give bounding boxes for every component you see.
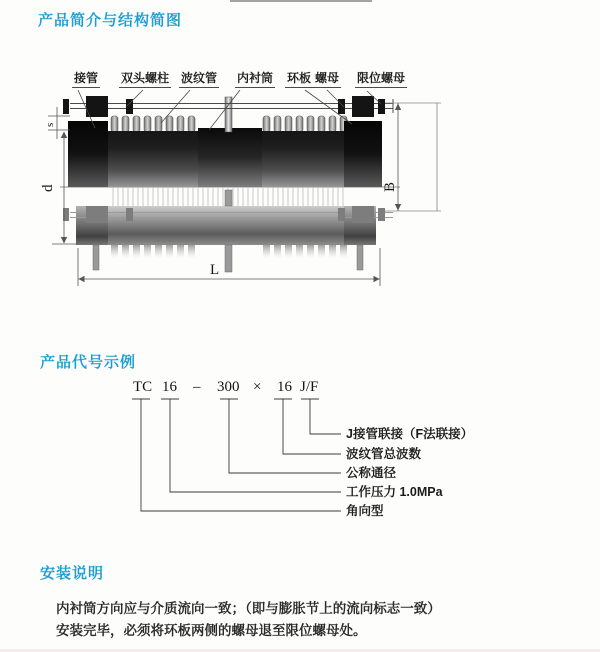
- callout-waves: 波纹管总波数: [346, 447, 422, 461]
- bellows-fin-reflection: [318, 245, 325, 258]
- nut-reflection: [338, 208, 345, 221]
- bellows-fin-reflection: [133, 245, 140, 258]
- bellows-fin-reflection: [188, 245, 195, 258]
- code-seg-dash: –: [193, 379, 201, 395]
- code-seg-type: TC: [133, 379, 153, 395]
- install-line-2: 安装完毕，必须将环板两侧的螺母退至限位螺母处。: [56, 623, 367, 638]
- part-label-xianwei-luomu: 限位螺母: [355, 71, 407, 88]
- leader-neichentong: [209, 90, 240, 130]
- bellows-fin: [177, 116, 184, 132]
- bellows-fin-reflection: [166, 245, 173, 258]
- nut: [378, 99, 385, 114]
- nut-reflection: [352, 206, 374, 223]
- bellows-fin: [144, 116, 151, 132]
- install-line-1: 内衬筒方向应与介质流向一致；（即与膨胀节上的流向标志一致）: [56, 601, 441, 616]
- leader-bowenguan: [161, 90, 190, 123]
- left-end-cap: [68, 121, 108, 187]
- nut: [86, 96, 108, 117]
- bellows-fin: [274, 116, 281, 132]
- bellows-fin-reflection: [285, 245, 292, 258]
- part-label-jieguan: 接管: [72, 71, 100, 88]
- stud-rod: [357, 245, 363, 270]
- l-arrow-right: [374, 276, 380, 282]
- bellows-fin: [307, 116, 314, 132]
- callout-pressure: 工作压力 1.0MPa: [346, 485, 443, 499]
- dim-label-s: s: [44, 122, 56, 127]
- body-reflection: [76, 206, 376, 245]
- bellows-fin-reflection: [274, 245, 281, 258]
- stud-rod: [225, 245, 232, 272]
- bellows-fin-reflection: [329, 245, 336, 258]
- bellows-fin-reflection: [177, 245, 184, 258]
- code-seg-pressure: 16: [162, 379, 177, 395]
- nut: [63, 99, 69, 114]
- code-seg-connection: J/F: [300, 379, 319, 395]
- bellows-fin: [263, 116, 270, 132]
- bellows-fin-reflection: [307, 245, 314, 258]
- bellows-fin-reflection: [144, 245, 151, 258]
- part-label-neichentong: 内衬筒: [235, 71, 275, 88]
- b-arrow-top: [395, 104, 401, 111]
- stud-rod: [93, 245, 99, 270]
- section-title-install: 安装说明: [40, 565, 105, 582]
- dim-label-b: B: [382, 181, 398, 192]
- bellows-fin: [155, 116, 162, 132]
- bellows-fin: [285, 116, 292, 132]
- bellows-fin: [329, 116, 336, 132]
- part-label-bowenguan: 波纹管: [179, 71, 219, 88]
- section-title-intro: 产品简介与结构简图: [38, 12, 183, 29]
- bellows-fin-reflection: [122, 245, 129, 258]
- code-callout-lines: [132, 399, 341, 511]
- code-seg-diameter: 300: [217, 379, 240, 395]
- section-title-code: 产品代号示例: [40, 354, 137, 371]
- inner-liner-collar: [198, 128, 262, 187]
- code-seg-times: ×: [253, 379, 262, 395]
- bellows-fin-reflection: [296, 245, 303, 258]
- nut-reflection: [378, 208, 385, 221]
- bellows-fin: [122, 116, 129, 132]
- stud-rod: [225, 190, 232, 206]
- bellows-fin-reflection: [111, 245, 118, 258]
- bellows-fin-reflection: [263, 245, 270, 258]
- dim-label-l: L: [210, 262, 220, 278]
- callout-diameter: 公称通径: [346, 466, 397, 480]
- callout-connection: J接管联接（F法联接）: [346, 427, 474, 441]
- dimension-b: [385, 103, 441, 211]
- nut-reflection: [86, 206, 108, 223]
- scan-artifact: [230, 0, 372, 2]
- dim-label-d: d: [40, 184, 56, 192]
- code-seg-waves: 16: [277, 379, 292, 395]
- nut-reflection: [126, 208, 133, 221]
- bellows-fin-reflection: [155, 245, 162, 258]
- part-label-huanban: 环板: [285, 71, 313, 88]
- bellows-fin: [188, 116, 195, 132]
- part-label-luomu: 螺母: [313, 71, 341, 88]
- part-label-shuangtou-luozhu: 双头螺柱: [119, 71, 171, 88]
- leader-luomu: [327, 90, 344, 107]
- bellows-fin: [318, 116, 325, 132]
- right-end-cap: [344, 121, 382, 187]
- l-arrow-left: [79, 276, 85, 282]
- bellows-fin: [111, 116, 118, 132]
- d-arrow-bottom: [61, 237, 67, 244]
- b-arrow-bottom: [395, 204, 401, 211]
- nut: [352, 96, 374, 117]
- bellows-fin-reflection: [340, 245, 347, 258]
- bellows-fin: [133, 116, 140, 132]
- callout-type: 角向型: [346, 504, 384, 518]
- bellows-fin: [296, 116, 303, 132]
- d-arrow-top: [61, 132, 67, 139]
- bellows-fin: [166, 116, 173, 132]
